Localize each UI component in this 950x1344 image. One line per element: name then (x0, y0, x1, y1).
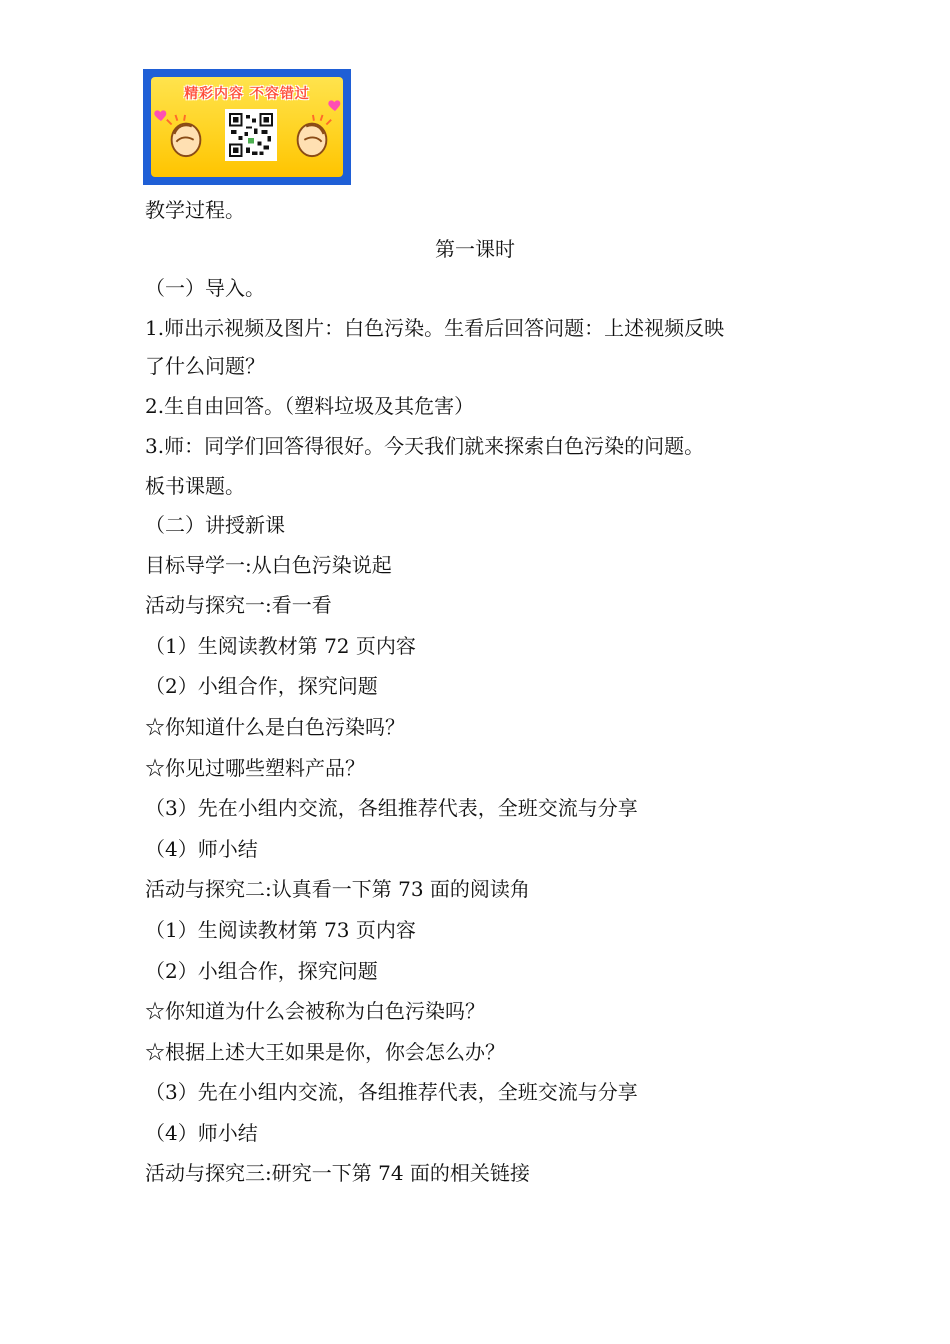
text-line: （2）小组合作，探究问题 (145, 674, 378, 698)
text-line: 活动与探究三:研究一下第 74 面的相关链接 (145, 1161, 530, 1185)
section-heading: 教学过程。 (145, 198, 245, 222)
text-line: 活动与探究二:认真看一下第 73 面的阅读角 (145, 877, 530, 901)
lesson-title: 第一课时 (435, 237, 515, 261)
text-line: ☆根据上述大王如果是你，你会怎么办？ (145, 1040, 505, 1064)
text-line: 目标导学一:从白色污染说起 (145, 553, 392, 577)
text-line: （3）先在小组内交流，各组推荐代表，全班交流与分享 (145, 1080, 638, 1104)
text-line: （4）师小结 (145, 1121, 258, 1145)
text-line: ☆你见过哪些塑料产品？ (145, 756, 365, 780)
clapping-hands-icon (163, 113, 209, 159)
text-line: （4）师小结 (145, 837, 258, 861)
text-line: （1）生阅读教材第 72 页内容 (145, 634, 416, 658)
text-line: 活动与探究一:看一看 (145, 593, 332, 617)
promo-banner-title: 精彩内容 不容错过 (184, 86, 310, 102)
text-line: ☆你知道为什么会被称为白色污染吗？ (145, 999, 485, 1023)
text-line: （二）讲授新课 (145, 513, 285, 537)
promo-banner (143, 69, 351, 185)
text-line: 3.师：同学们回答得很好。今天我们就来探索白色污染的问题。 (145, 434, 705, 458)
text-line: ☆你知道什么是白色污染吗？ (145, 715, 405, 739)
text-line: （2）小组合作，探究问题 (145, 959, 378, 983)
qr-code-icon (225, 109, 277, 161)
text-line: 板书课题。 (145, 474, 245, 498)
text-line: （3）先在小组内交流，各组推荐代表，全班交流与分享 (145, 796, 638, 820)
text-line: （一）导入。 (145, 276, 265, 300)
promo-banner-inner (151, 77, 343, 177)
text-line: （1）生阅读教材第 73 页内容 (145, 918, 416, 942)
text-line: 1.师出示视频及图片：白色污染。生看后回答问题：上述视频反映 (145, 316, 725, 340)
clapping-hands-icon (289, 113, 335, 159)
text-line: 了什么问题？ (145, 354, 265, 378)
text-line: 2.生自由回答。（塑料垃圾及其危害） (145, 394, 475, 418)
heart-icon (327, 97, 343, 113)
